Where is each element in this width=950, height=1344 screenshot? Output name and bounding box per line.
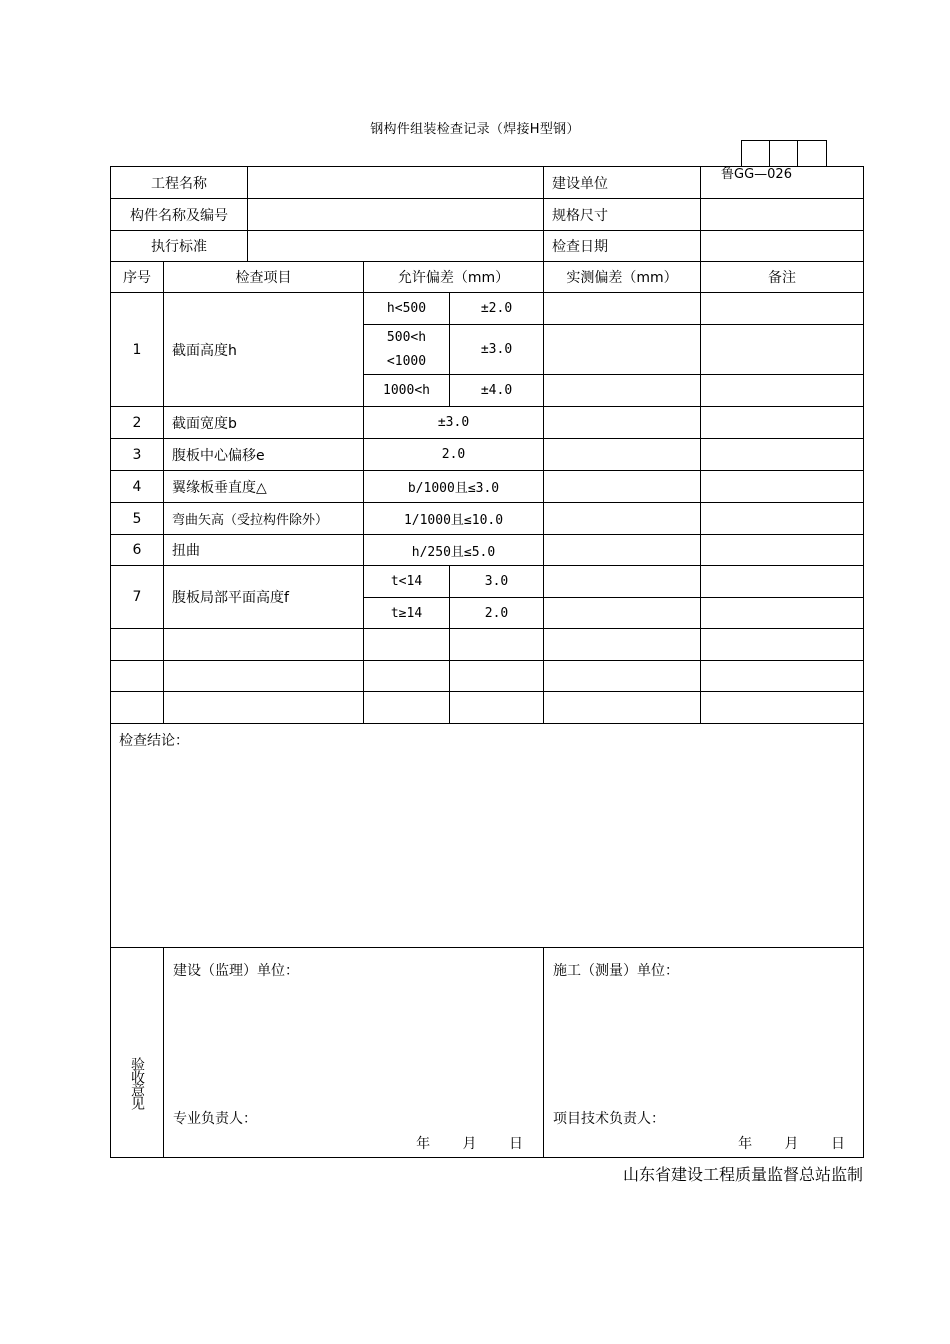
condition-line: 500<h (386, 329, 427, 345)
empty-cell[interactable] (164, 629, 364, 661)
component-name-label: 构件名称及编号 (111, 199, 248, 231)
item-name: 翼缘板垂直度△ (164, 471, 364, 503)
tolerance-condition: h<500 (364, 293, 450, 325)
footer-organization: 山东省建设工程质量监督总站监制 (622, 1165, 863, 1184)
empty-cell[interactable] (164, 692, 364, 724)
tolerance-value: ±3.0 (364, 407, 544, 439)
standard-value[interactable] (248, 231, 544, 262)
item-name: 腹板中心偏移e (164, 439, 364, 471)
tolerance-value: h/250且≤5.0 (364, 535, 544, 566)
empty-cell[interactable] (450, 629, 544, 661)
measured-cell[interactable] (544, 375, 701, 407)
measured-cell[interactable] (544, 566, 701, 598)
empty-cell[interactable] (364, 661, 450, 692)
item-name: 截面高度h (164, 293, 364, 407)
empty-cell[interactable] (111, 629, 164, 661)
remarks-cell[interactable] (701, 535, 864, 566)
acceptance-row (111, 948, 864, 1158)
tolerance-condition: 1000<h (364, 375, 450, 407)
item-no: 1 (111, 293, 164, 407)
code-box (742, 141, 770, 167)
spec-size-value[interactable] (701, 199, 864, 231)
contractor-opinion-cell[interactable] (544, 948, 864, 1158)
remarks-cell[interactable] (701, 503, 864, 535)
measured-cell[interactable] (544, 325, 701, 375)
tolerance-value: 1/1000且≤10.0 (364, 503, 544, 535)
item-no: 6 (111, 535, 164, 566)
code-box (798, 141, 826, 167)
inspection-date-value[interactable] (701, 231, 864, 262)
empty-cell[interactable] (544, 692, 701, 724)
empty-cell[interactable] (450, 661, 544, 692)
code-box (770, 141, 798, 167)
date-day: 日 (831, 1136, 845, 1152)
table-row (111, 566, 864, 598)
date-year: 年 (738, 1136, 753, 1152)
contractor-date (710, 1133, 845, 1153)
inspection-table (110, 166, 864, 1158)
item-name: 截面宽度b (164, 407, 364, 439)
empty-row (111, 692, 864, 724)
col-remarks: 备注 (701, 262, 864, 293)
client-person-label: 专业负责人： (173, 1111, 257, 1127)
tolerance-value: ±4.0 (450, 375, 544, 407)
empty-cell[interactable] (164, 661, 364, 692)
table-row (111, 503, 864, 535)
measured-cell[interactable] (544, 598, 701, 629)
empty-cell[interactable] (111, 692, 164, 724)
contractor-person-label: 项目技术负责人： (553, 1111, 665, 1127)
remarks-cell[interactable] (701, 375, 864, 407)
empty-cell[interactable] (544, 661, 701, 692)
empty-cell[interactable] (111, 661, 164, 692)
conclusion-label: 检查结论： (119, 733, 189, 749)
inspection-date-label: 检查日期 (544, 231, 701, 262)
client-unit-title: 建设（监理）单位： (173, 963, 299, 979)
form-code: 鲁GG—026 (721, 167, 792, 182)
item-no: 2 (111, 407, 164, 439)
header-row-component (111, 199, 864, 231)
document-title: 钢构件组装检查记录（焊接H型钢） (370, 122, 580, 137)
item-no: 5 (111, 503, 164, 535)
tolerance-value: b/1000且≤3.0 (364, 471, 544, 503)
tolerance-value: ±3.0 (450, 325, 544, 375)
project-name-label: 工程名称 (111, 167, 248, 199)
tolerance-condition: t<14 (364, 566, 450, 598)
remarks-cell[interactable] (701, 325, 864, 375)
measured-cell[interactable] (544, 503, 701, 535)
date-month: 月 (784, 1136, 799, 1152)
tolerance-condition: t≥14 (364, 598, 450, 629)
remarks-cell[interactable] (701, 471, 864, 503)
col-no: 序号 (111, 262, 164, 293)
table-row (111, 407, 864, 439)
standard-label: 执行标准 (111, 231, 248, 262)
item-no: 3 (111, 439, 164, 471)
item-name: 扭曲 (164, 535, 364, 566)
conclusion-cell[interactable] (111, 724, 864, 948)
item-name: 腹板局部平面高度f (164, 566, 364, 629)
tolerance-value: ±2.0 (450, 293, 544, 325)
table-row (111, 439, 864, 471)
item-name: 弯曲矢高（受拉构件除外） (164, 503, 364, 535)
component-name-value[interactable] (248, 199, 544, 231)
empty-row (111, 629, 864, 661)
remarks-cell[interactable] (701, 566, 864, 598)
item-no: 7 (111, 566, 164, 629)
conclusion-row (111, 724, 864, 948)
acceptance-label-cell (111, 948, 164, 1158)
empty-cell[interactable] (701, 629, 864, 661)
item-no: 4 (111, 471, 164, 503)
remarks-cell[interactable] (701, 598, 864, 629)
header-row-standard (111, 231, 864, 262)
tolerance-condition (364, 325, 450, 375)
table-row (111, 293, 864, 325)
measured-cell[interactable] (544, 407, 701, 439)
client-date (388, 1133, 523, 1153)
remarks-cell[interactable] (701, 439, 864, 471)
spec-size-label: 规格尺寸 (544, 199, 701, 231)
code-boxes (741, 140, 827, 167)
measured-cell[interactable] (544, 293, 701, 325)
empty-cell[interactable] (544, 629, 701, 661)
empty-row (111, 661, 864, 692)
client-unit-label: 建设单位 (544, 167, 701, 199)
empty-cell[interactable] (450, 692, 544, 724)
remarks-cell[interactable] (701, 407, 864, 439)
date-day: 日 (509, 1136, 523, 1152)
date-month: 月 (462, 1136, 477, 1152)
tolerance-value: 2.0 (364, 439, 544, 471)
empty-cell[interactable] (701, 661, 864, 692)
table-row (111, 471, 864, 503)
client-opinion-cell[interactable] (164, 948, 544, 1158)
empty-cell[interactable] (701, 692, 864, 724)
table-row (111, 535, 864, 566)
col-item: 检查项目 (164, 262, 364, 293)
empty-cell[interactable] (364, 629, 450, 661)
measured-cell[interactable] (544, 471, 701, 503)
col-tolerance: 允许偏差（mm） (364, 262, 544, 293)
acceptance-label: 验收意见 (129, 1056, 145, 1109)
measured-cell[interactable] (544, 439, 701, 471)
header-row-project (111, 167, 864, 199)
column-header-row (111, 262, 864, 293)
date-year: 年 (416, 1136, 431, 1152)
tolerance-value: 3.0 (450, 566, 544, 598)
measured-cell[interactable] (544, 535, 701, 566)
tolerance-value: 2.0 (450, 598, 544, 629)
col-measured: 实测偏差（mm） (544, 262, 701, 293)
project-name-value[interactable] (248, 167, 544, 199)
remarks-cell[interactable] (701, 293, 864, 325)
condition-line: <1000 (386, 353, 427, 369)
empty-cell[interactable] (364, 692, 450, 724)
contractor-unit-title: 施工（测量）单位： (553, 963, 679, 979)
client-unit-value[interactable] (701, 167, 864, 199)
